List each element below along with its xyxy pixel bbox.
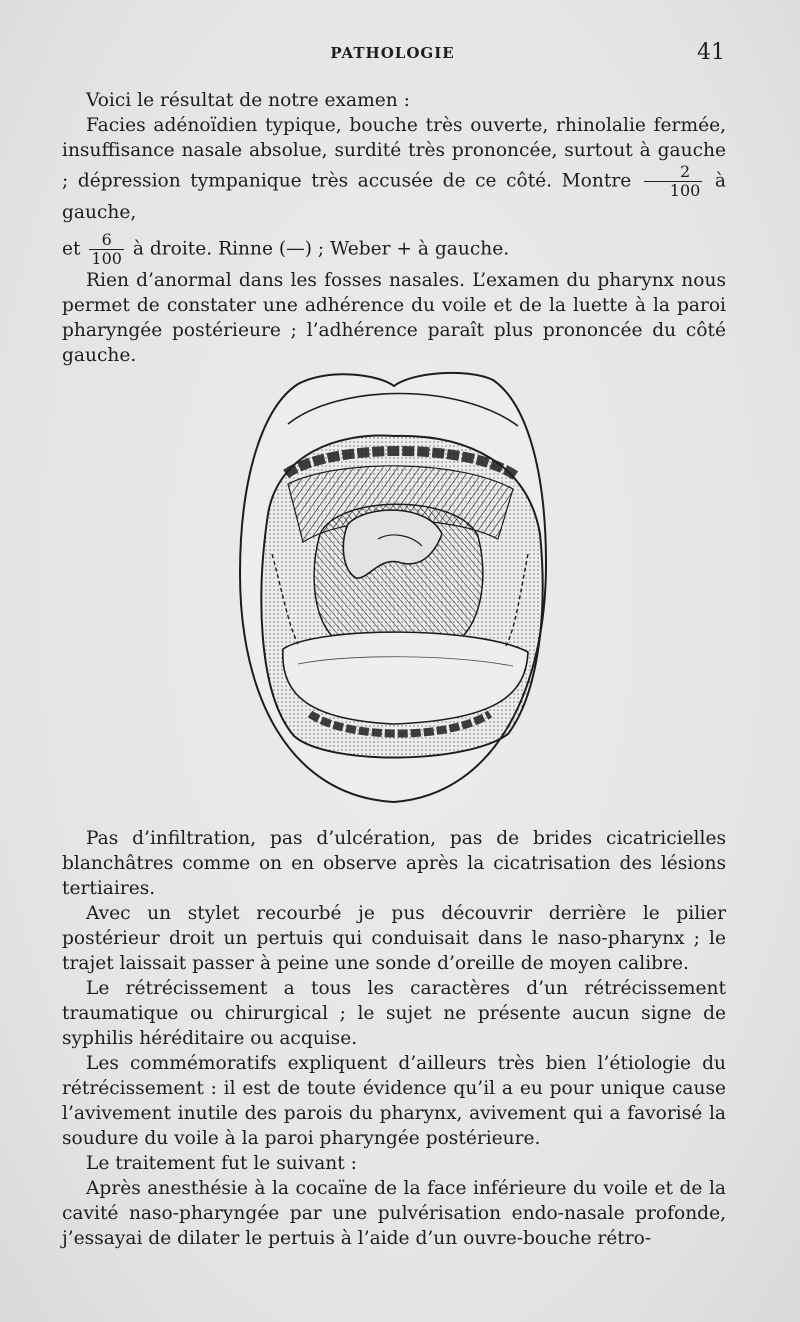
findings-text: Facies adénoïdien typique, bouche très ouverte, rhinolalie fermée, insuffisance nasale absolue, surdité très prononcée, surtout à gauche ; dépression tympanique très accusée de ce côté. Montre xyxy=(62,115,726,192)
fraction-denominator: 100 xyxy=(644,181,703,200)
paragraph-no-infiltration: Pas d’infiltration, pas d’ulcération, pas de brides cicatricielles blanchâtres comme on en observe après la cicatrisation des lésions tertiaires. xyxy=(62,828,726,899)
paragraph-stenosis: Le rétrécissement a tous les caractères d’un rétrécissement traumatique ou chirurgical ; le sujet ne présente aucun signe de syphilis héréditaire ou acquise. xyxy=(62,978,726,1049)
hearing-after-text: à droite. Rinne (—) ; Weber + à gauche. xyxy=(132,238,510,260)
fraction-right-ear xyxy=(89,231,124,268)
paragraph-treatment: Après anesthésie à la cocaïne de la face inférieure du voile et de la cavité naso-pharyngée par une pulvérisation endo-nasale profonde, j’essayai de dilater le pertuis à l’aide d’un ouvre-bouche rétro- xyxy=(62,1178,726,1249)
top-text-block xyxy=(62,88,726,368)
paragraph-hearing xyxy=(62,231,726,268)
open-mouth-illustration xyxy=(228,364,560,810)
findings-after-text: à gauche, xyxy=(62,170,726,223)
page-number: 41 xyxy=(697,40,725,65)
paragraph-stylet: Avec un stylet recourbé je pus découvrir derrière le pilier postérieur droit un pertuis qui conduisait dans le naso-pharynx ; le trajet laissait passer à peine une sonde d’oreille de moyen calibre. xyxy=(62,903,726,974)
paragraph-findings xyxy=(62,113,726,225)
fraction-denominator: 100 xyxy=(91,249,122,268)
fraction-numerator: 6 xyxy=(101,230,112,249)
paragraph-intro: Voici le résultat de notre examen : xyxy=(86,90,410,111)
paragraph-pharynx-exam: Rien d’anormal dans les fosses nasales. L’examen du pharynx nous permet de constater une adhérence du voile et de la luette à la paroi pharyngée postérieure ; l’adhérence paraît plus prononcée du côté gauche. xyxy=(62,270,726,366)
paragraph-treatment-heading: Le traitement fut le suivant : xyxy=(86,1153,357,1174)
fraction-left-ear xyxy=(644,163,703,200)
paragraph-history: Les commémoratifs expliquent d’ailleurs très bien l’étiologie du rétrécissement : il est de toute évidence qu’il a eu pour unique cause l’avivement inutile des parois du pharynx, avivement qui a favorisé la soudure du voile à la paroi pharyngée postérieure. xyxy=(62,1053,726,1149)
bottom-text-block xyxy=(62,826,726,1251)
page-header xyxy=(60,40,725,74)
hearing-start: et xyxy=(62,238,81,260)
fraction-numerator: 2 xyxy=(679,162,691,181)
running-title: PATHOLOGIE xyxy=(330,44,455,62)
